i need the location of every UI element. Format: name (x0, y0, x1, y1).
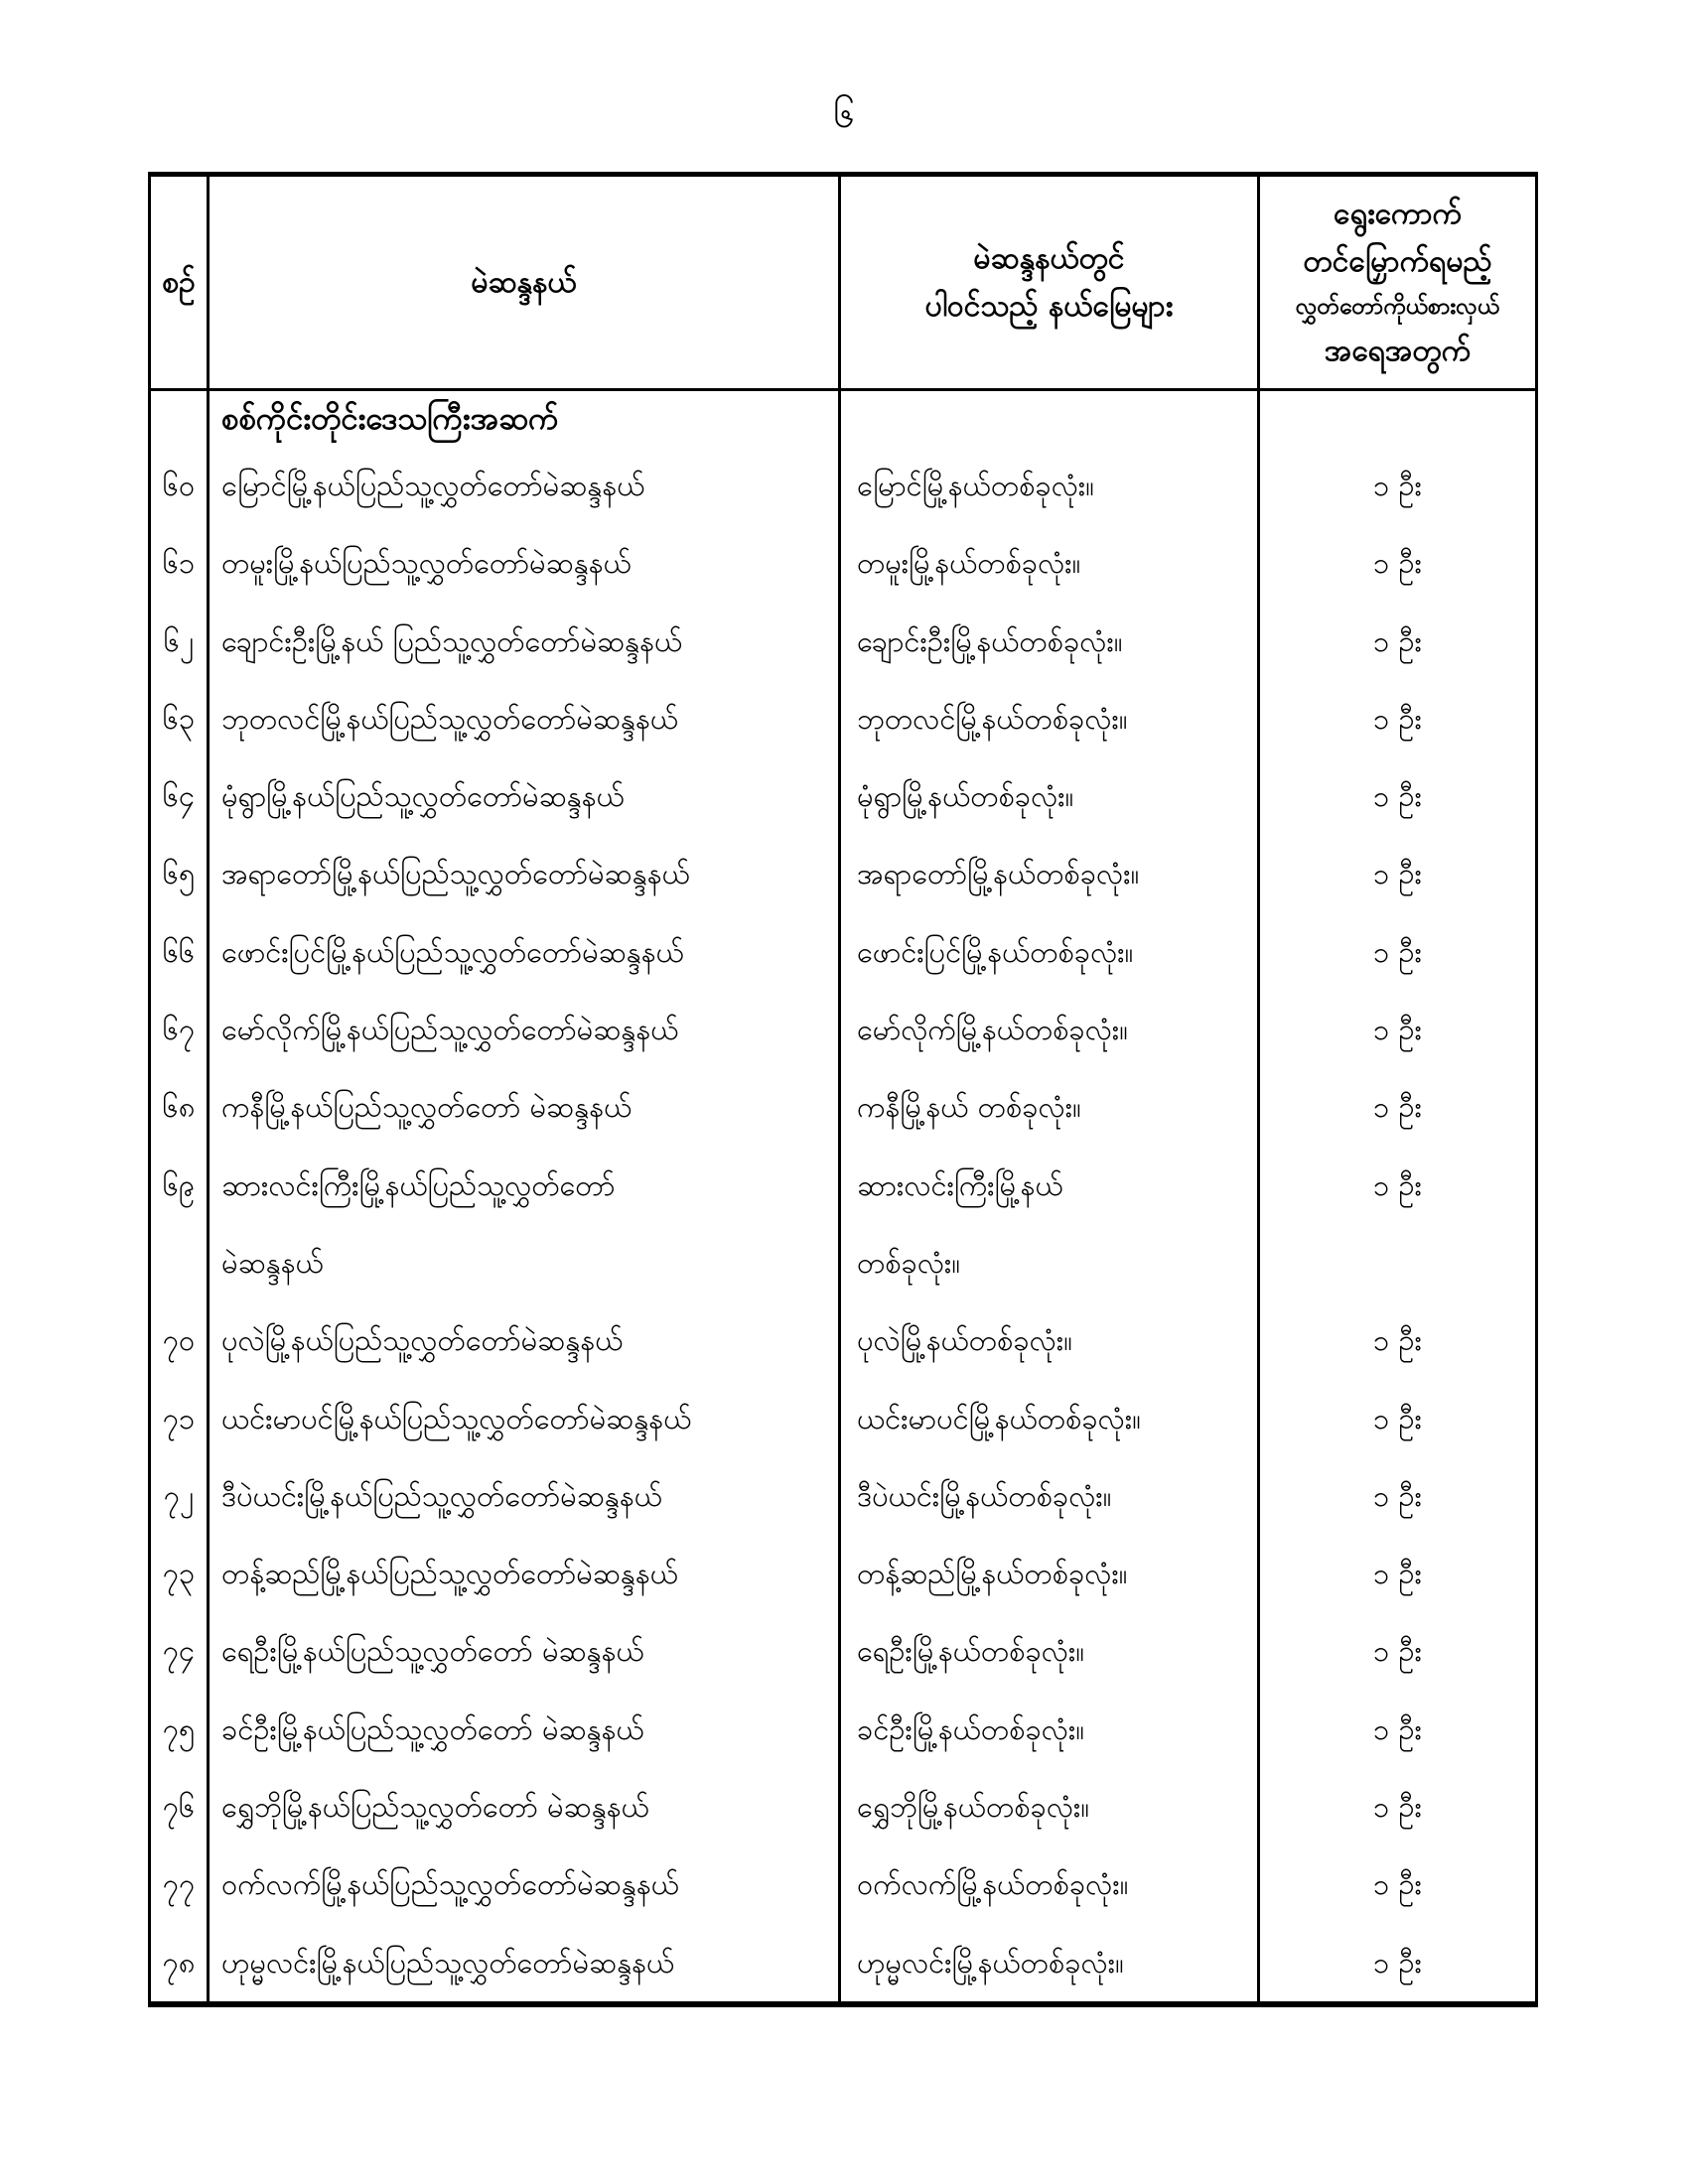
representative-count: ၁ ဦး (1373, 779, 1422, 814)
constituency-name: ချောင်းဦးမြို့နယ် ပြည်သူ့လွှတ်တော်မဲဆန္ဒနယ် (221, 623, 683, 658)
table-row (151, 603, 1535, 680)
areas-cell (841, 835, 1260, 912)
constituency-name: ဖောင်းပြင်မြို့နယ်ပြည်သူ့လွှတ်တော်မဲဆန္ဒနယ် (221, 934, 684, 969)
constituency-cell (210, 835, 841, 912)
row-number: ၇၃ (162, 1557, 196, 1591)
representative-count: ၁ ဦး (1373, 1167, 1422, 1202)
row-number: ၆၀ (162, 469, 196, 502)
areas-text: ရွှေဘိုမြို့နယ်တစ်ခုလုံး။ (857, 1790, 1090, 1825)
row-number: ၇၁ (162, 1401, 196, 1435)
areas-text: ဖောင်းပြင်မြို့နယ်တစ်ခုလုံး။ (857, 934, 1134, 969)
areas-text: ကနီမြို့နယ် တစ်ခုလုံး။ (857, 1090, 1081, 1125)
areas-text-line2: တစ်ခုလုံး။ (857, 1245, 961, 1280)
row-number-cell (151, 1380, 210, 1457)
constituency-name: ဒီပဲယင်းမြို့နယ်ပြည်သူ့လွှတ်တော်မဲဆန္ဒနယ် (221, 1478, 662, 1513)
table-row (151, 1535, 1535, 1612)
representative-count-cell (1260, 1612, 1535, 1690)
areas-cell (841, 1691, 1260, 1768)
table-row (151, 757, 1535, 835)
constituency-name: ဟုမ္မလင်းမြို့နယ်ပြည်သူ့လွှတ်တော်မဲဆန္ဒနယ် (221, 1945, 675, 1979)
constituency-cell (210, 1924, 841, 2001)
representative-count: ၁ ဦး (1373, 1945, 1422, 1979)
representative-count-cell (1260, 1691, 1535, 1768)
representative-count-cell (1260, 524, 1535, 602)
representative-count: ၁ ဦး (1373, 546, 1422, 581)
representative-count: ၁ ဦး (1373, 623, 1422, 658)
constituency-cell (210, 1845, 841, 1923)
header-cell-no (151, 177, 210, 388)
representative-count: ၁ ဦး (1373, 701, 1422, 736)
representative-count: ၁ ဦး (1373, 1790, 1422, 1825)
areas-cell (841, 1457, 1260, 1535)
constituency-cell (210, 680, 841, 757)
constituency-name: အရာတော်မြို့နယ်ပြည်သူ့လွှတ်တော်မဲဆန္ဒနယ် (221, 857, 690, 891)
row-number: ၆၂ (163, 623, 195, 658)
row-number-cell (151, 1612, 210, 1690)
constituency-name: ပုလဲမြို့နယ်ပြည်သူ့လွှတ်တော်မဲဆန္ဒနယ် (221, 1323, 624, 1358)
row-number: ၇၆ (162, 1790, 196, 1825)
representative-count-cell (1260, 1535, 1535, 1612)
header-count-label-line4: အရေအတွက် (1324, 333, 1472, 368)
areas-cell (841, 1380, 1260, 1457)
representative-count-cell (1260, 757, 1535, 835)
table-row (151, 835, 1535, 912)
row-number-cell (151, 1768, 210, 1845)
areas-cell (841, 991, 1260, 1068)
areas-text: မော်လိုက်မြို့နယ်တစ်ခုလုံး။ (857, 1013, 1129, 1047)
areas-text: မြောင်မြို့နယ်တစ်ခုလုံး။ (857, 469, 1095, 502)
section-count-cell (1260, 391, 1535, 447)
areas-cell (841, 680, 1260, 757)
constituency-cell (210, 603, 841, 680)
section-no-cell (151, 391, 210, 447)
row-number-cell (151, 524, 210, 602)
row-number-cell (151, 991, 210, 1068)
header-cell-areas (841, 177, 1260, 388)
row-number-cell (151, 1301, 210, 1379)
row-number-cell (151, 1845, 210, 1923)
table-row (151, 1147, 1535, 1302)
areas-text: ဆားလင်းကြီးမြို့နယ် (857, 1167, 1063, 1202)
constituency-cell (210, 1068, 841, 1146)
constituency-name: တန့်ဆည်မြို့နယ်ပြည်သူ့လွှတ်တော်မဲဆန္ဒနယ် (221, 1557, 678, 1591)
table-header-row (151, 177, 1535, 391)
representative-count: ၁ ဦး (1373, 1013, 1422, 1047)
row-number: ၇၇ (162, 1867, 196, 1902)
representative-count: ၁ ဦး (1373, 1401, 1422, 1435)
row-number: ၆၇ (162, 1013, 196, 1047)
areas-cell (841, 1301, 1260, 1379)
representative-count: ၁ ဦး (1373, 934, 1422, 969)
constituency-cell (210, 1612, 841, 1690)
areas-cell (841, 524, 1260, 602)
representative-count: ၁ ဦး (1373, 469, 1422, 502)
table-row (151, 1301, 1535, 1379)
areas-cell (841, 913, 1260, 991)
table-row (151, 447, 1535, 524)
row-number-cell (151, 1535, 210, 1612)
constituency-cell (210, 1301, 841, 1379)
representative-count: ၁ ဦး (1373, 1634, 1422, 1669)
representative-count-cell (1260, 447, 1535, 524)
representative-count: ၁ ဦး (1373, 1867, 1422, 1902)
table-row (151, 1691, 1535, 1768)
row-number-cell (151, 447, 210, 524)
header-areas-label-line1: မဲဆန္ဒနယ်တွင် (973, 240, 1125, 276)
constituency-name: ဆားလင်းကြီးမြို့နယ်ပြည်သူ့လွှတ်တော် (221, 1167, 616, 1202)
row-number-cell (151, 1924, 210, 2001)
representative-count-cell (1260, 1380, 1535, 1457)
table-row (151, 1845, 1535, 1923)
constituency-name: ယင်းမာပင်မြို့နယ်ပြည်သူ့လွှတ်တော်မဲဆန္ဒနယ် (221, 1401, 692, 1435)
constituency-name: ခင်ဦးမြို့နယ်ပြည်သူ့လွှတ်တော် မဲဆန္ဒနယ် (221, 1711, 644, 1746)
header-no-label: စဉ် (162, 264, 196, 300)
row-number: ၆၆ (162, 934, 196, 969)
representative-count: ၁ ဦး (1373, 1323, 1422, 1358)
representative-count-cell (1260, 1768, 1535, 1845)
row-number-cell (151, 1691, 210, 1768)
constituency-name: ဝက်လက်မြို့နယ်ပြည်သူ့လွှတ်တော်မဲဆန္ဒနယ် (221, 1867, 679, 1902)
row-number-cell (151, 603, 210, 680)
constituency-cell (210, 1457, 841, 1535)
representative-count-cell (1260, 991, 1535, 1068)
representative-count-cell (1260, 1301, 1535, 1379)
constituency-name: ဘုတလင်မြို့နယ်ပြည်သူ့လွှတ်တော်မဲဆန္ဒနယ် (221, 701, 679, 736)
areas-text: ဒီပဲယင်းမြို့နယ်တစ်ခုလုံး။ (857, 1478, 1112, 1513)
areas-text: ဝက်လက်မြို့နယ်တစ်ခုလုံး။ (857, 1867, 1129, 1902)
row-number: ၇၀ (162, 1323, 196, 1358)
constituency-cell (210, 524, 841, 602)
representative-count: ၁ ဦး (1373, 1711, 1422, 1746)
row-number-cell (151, 1147, 210, 1302)
areas-cell (841, 1845, 1260, 1923)
representative-count-cell (1260, 835, 1535, 912)
constituency-name: မုံရွာမြို့နယ်ပြည်သူ့လွှတ်တော်မဲဆန္ဒနယ် (221, 779, 625, 814)
areas-cell (841, 1147, 1260, 1302)
table-row (151, 524, 1535, 602)
representative-count-cell (1260, 1147, 1535, 1302)
constituency-name: မော်လိုက်မြို့နယ်ပြည်သူ့လွှတ်တော်မဲဆန္ဒနယ် (221, 1013, 679, 1047)
table-row (151, 1457, 1535, 1535)
constituency-name: တမူးမြို့နယ်ပြည်သူ့လွှတ်တော်မဲဆန္ဒနယ် (221, 546, 632, 581)
representative-count: ၁ ဦး (1373, 857, 1422, 891)
row-number: ၇၅ (162, 1711, 196, 1746)
constituency-cell (210, 1147, 841, 1302)
row-number-cell (151, 757, 210, 835)
areas-text: ခင်ဦးမြို့နယ်တစ်ခုလုံး။ (857, 1711, 1085, 1746)
constituency-cell (210, 447, 841, 524)
areas-text: မုံရွာမြို့နယ်တစ်ခုလုံး။ (857, 779, 1074, 814)
constituency-name: ရေဦးမြို့နယ်ပြည်သူ့လွှတ်တော် မဲဆန္ဒနယ် (221, 1634, 644, 1669)
areas-text: ဘုတလင်မြို့နယ်တစ်ခုလုံး။ (857, 701, 1128, 736)
page-number: ၆ (833, 92, 855, 136)
constituency-cell (210, 757, 841, 835)
row-number: ၇၂ (163, 1478, 195, 1513)
header-cell-constituency (210, 177, 841, 388)
representative-count: ၁ ဦး (1373, 1478, 1422, 1513)
row-number: ၆၃ (162, 701, 196, 736)
representative-count-cell (1260, 913, 1535, 991)
table-row (151, 991, 1535, 1068)
table-row (151, 1768, 1535, 1845)
constituency-table (148, 172, 1538, 2007)
areas-text: ယင်းမာပင်မြို့နယ်တစ်ခုလုံး။ (857, 1401, 1141, 1435)
areas-text: တမူးမြို့နယ်တစ်ခုလုံး။ (857, 546, 1081, 581)
constituency-cell (210, 1768, 841, 1845)
areas-cell (841, 1768, 1260, 1845)
header-count-label-line2: တင်မြှောက်ရမည့် (1303, 243, 1492, 279)
row-number: ၆၉ (162, 1167, 196, 1202)
row-number: ၇၄ (162, 1634, 196, 1669)
table-row (151, 1924, 1535, 2001)
table-row (151, 1380, 1535, 1457)
areas-cell (841, 447, 1260, 524)
representative-count-cell (1260, 680, 1535, 757)
header-areas-label-line2: ပါဝင်သည့် နယ်မြေများ (924, 288, 1174, 324)
constituency-cell (210, 1535, 841, 1612)
table-row (151, 913, 1535, 991)
areas-text: ဟုမ္မလင်းမြို့နယ်တစ်ခုလုံး။ (857, 1945, 1124, 1979)
representative-count-cell (1260, 1924, 1535, 2001)
row-number-cell (151, 680, 210, 757)
table-body (151, 447, 1535, 2001)
row-number: ၆၁ (162, 546, 196, 581)
areas-text: တန့်ဆည်မြို့နယ်တစ်ခုလုံး။ (857, 1557, 1128, 1591)
constituency-cell (210, 1691, 841, 1768)
header-cell-count (1260, 177, 1535, 388)
areas-cell (841, 1535, 1260, 1612)
constituency-cell (210, 913, 841, 991)
row-number-cell (151, 913, 210, 991)
row-number: ၇၈ (162, 1945, 196, 1979)
areas-text: ပုလဲမြို့နယ်တစ်ခုလုံး။ (857, 1323, 1072, 1358)
constituency-name: ကနီမြို့နယ်ပြည်သူ့လွှတ်တော် မဲဆန္ဒနယ် (221, 1090, 633, 1125)
representative-count-cell (1260, 1845, 1535, 1923)
areas-cell (841, 757, 1260, 835)
representative-count-cell (1260, 1457, 1535, 1535)
section-header-row (151, 391, 1535, 447)
section-header-label: စစ်ကိုင်းတိုင်းဒေသကြီးအဆက် (210, 391, 841, 447)
areas-text: ချောင်းဦးမြို့နယ်တစ်ခုလုံး။ (857, 623, 1123, 658)
header-count-label-line3: လွှတ်တော်ကိုယ်စားလှယ် (1295, 293, 1500, 320)
representative-count: ၁ ဦး (1373, 1090, 1422, 1125)
constituency-cell (210, 1380, 841, 1457)
representative-count-cell (1260, 1068, 1535, 1146)
section-areas-cell (841, 391, 1260, 447)
constituency-name-line2: မဲဆန္ဒနယ် (221, 1245, 324, 1280)
row-number: ၆၈ (162, 1090, 196, 1125)
header-count-label-line1: ရွေးကောက် (1333, 196, 1463, 231)
areas-text: ရေဦးမြို့နယ်တစ်ခုလုံး။ (857, 1634, 1085, 1669)
row-number: ၆၄ (162, 779, 196, 814)
areas-cell (841, 1068, 1260, 1146)
row-number-cell (151, 1068, 210, 1146)
areas-cell (841, 1612, 1260, 1690)
row-number-cell (151, 1457, 210, 1535)
table-row (151, 680, 1535, 757)
table-row (151, 1068, 1535, 1146)
areas-cell (841, 603, 1260, 680)
constituency-name: မြောင်မြို့နယ်ပြည်သူ့လွှတ်တော်မဲဆန္ဒနယ် (221, 469, 645, 502)
constituency-cell (210, 991, 841, 1068)
table-row (151, 1612, 1535, 1690)
row-number: ၆၅ (162, 857, 196, 891)
areas-text: အရာတော်မြို့နယ်တစ်ခုလုံး။ (857, 857, 1140, 891)
header-constituency-label: မဲဆန္ဒနယ် (471, 264, 577, 300)
areas-cell (841, 1924, 1260, 2001)
constituency-name: ရွှေဘိုမြို့နယ်ပြည်သူ့လွှတ်တော် မဲဆန္ဒနယ် (221, 1790, 649, 1825)
row-number-cell (151, 835, 210, 912)
representative-count-cell (1260, 603, 1535, 680)
representative-count: ၁ ဦး (1373, 1557, 1422, 1591)
